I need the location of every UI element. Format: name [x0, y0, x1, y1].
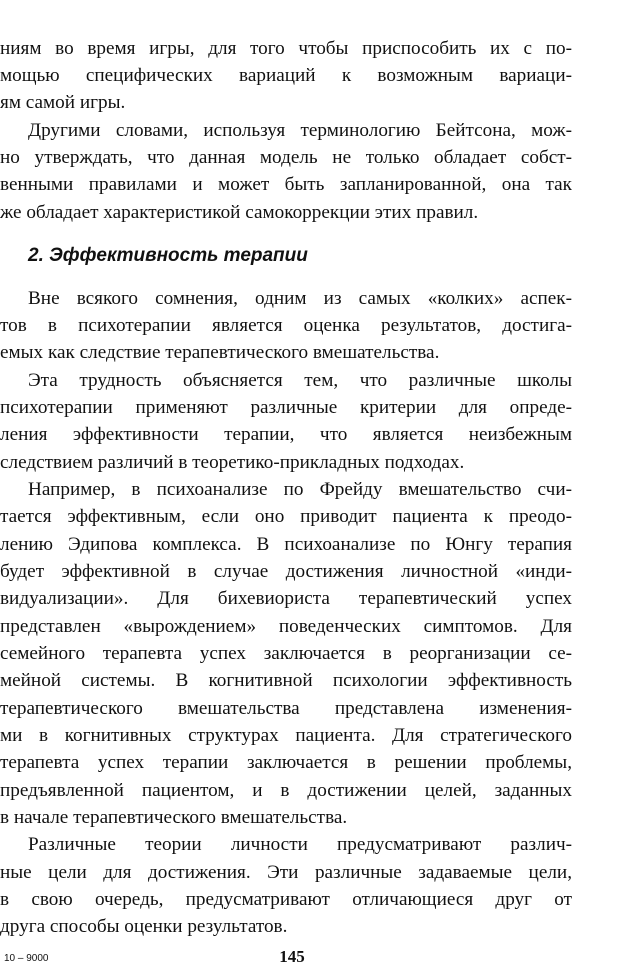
text-line: Различные теории личности предусматривают различ-	[28, 834, 572, 855]
text-line: но утверждать, что данная модель не только обладает собст-	[0, 147, 572, 168]
text-line: предъявленной пациентом, и в достижении целей, заданных	[0, 780, 572, 801]
text-line: мощью специфических вариаций к возможным вариаци-	[0, 65, 572, 86]
section-heading: 2. Эффективность терапии	[28, 245, 308, 266]
text-line: ления эффективности терапии, что является неизбежным	[0, 424, 572, 445]
text-line: мейной системы. В когнитивной психологии эффективность	[0, 670, 572, 691]
page-number: 145	[279, 947, 305, 966]
text-line: Вне всякого сомнения, одним из самых «колких» аспек-	[28, 288, 572, 309]
text-line: ниям во время игры, для того чтобы приспособить их с по-	[0, 38, 572, 59]
text-line: ми в когнитивных структурах пациента. Для стратегического	[0, 725, 572, 746]
text-line: психотерапии применяют различные критерии для опреде-	[0, 397, 572, 418]
text-line: тов в психотерапии является оценка результатов, достига-	[0, 315, 572, 336]
text-line: емых как следствие терапевтического вмешательства.	[0, 342, 440, 363]
text-line: представлен «вырождением» поведенческих симптомов. Для	[0, 616, 572, 637]
text-line: в свою очередь, предусматривают отличающиеся друг от	[0, 889, 572, 910]
text-line: терапевта успех терапии заключается в решении проблемы,	[0, 752, 572, 773]
text-line: будет эффективной в случае достижения личностной «инди-	[0, 561, 572, 582]
text-line: тается эффективным, если оно приводит пациента к преодо-	[0, 506, 572, 527]
text-line: Другими словами, используя терминологию Бейтсона, мож-	[28, 120, 572, 141]
printing-code: 10 – 9000	[4, 953, 49, 964]
text-line: друга способы оценки результатов.	[0, 916, 288, 937]
text-line: в начале терапевтического вмешательства.	[0, 807, 348, 828]
text-line: семейного терапевта успех заключается в реорганизации се-	[0, 643, 572, 664]
text-line: лению Эдипова комплекса. В психоанализе по Юнгу терапия	[0, 534, 572, 555]
text-line: ные цели для достижения. Эти различные задаваемые цели,	[0, 862, 572, 883]
text-line: ям самой игры.	[0, 92, 126, 113]
text-line: венными правилами и может быть запланированной, она так	[0, 174, 572, 195]
text-line: Эта трудность объясняется тем, что различные школы	[28, 370, 572, 391]
text-line: терапевтического вмешательства представлена изменения-	[0, 698, 572, 719]
text-line: Например, в психоанализе по Фрейду вмешательство счи-	[28, 479, 572, 500]
text-line: же обладает характеристикой самокоррекции этих правил.	[0, 202, 479, 223]
text-line: видуализации». Для бихевиориста терапевтический успех	[0, 588, 572, 609]
text-line: следствием различий в теоретико-прикладных подходах.	[0, 452, 465, 473]
